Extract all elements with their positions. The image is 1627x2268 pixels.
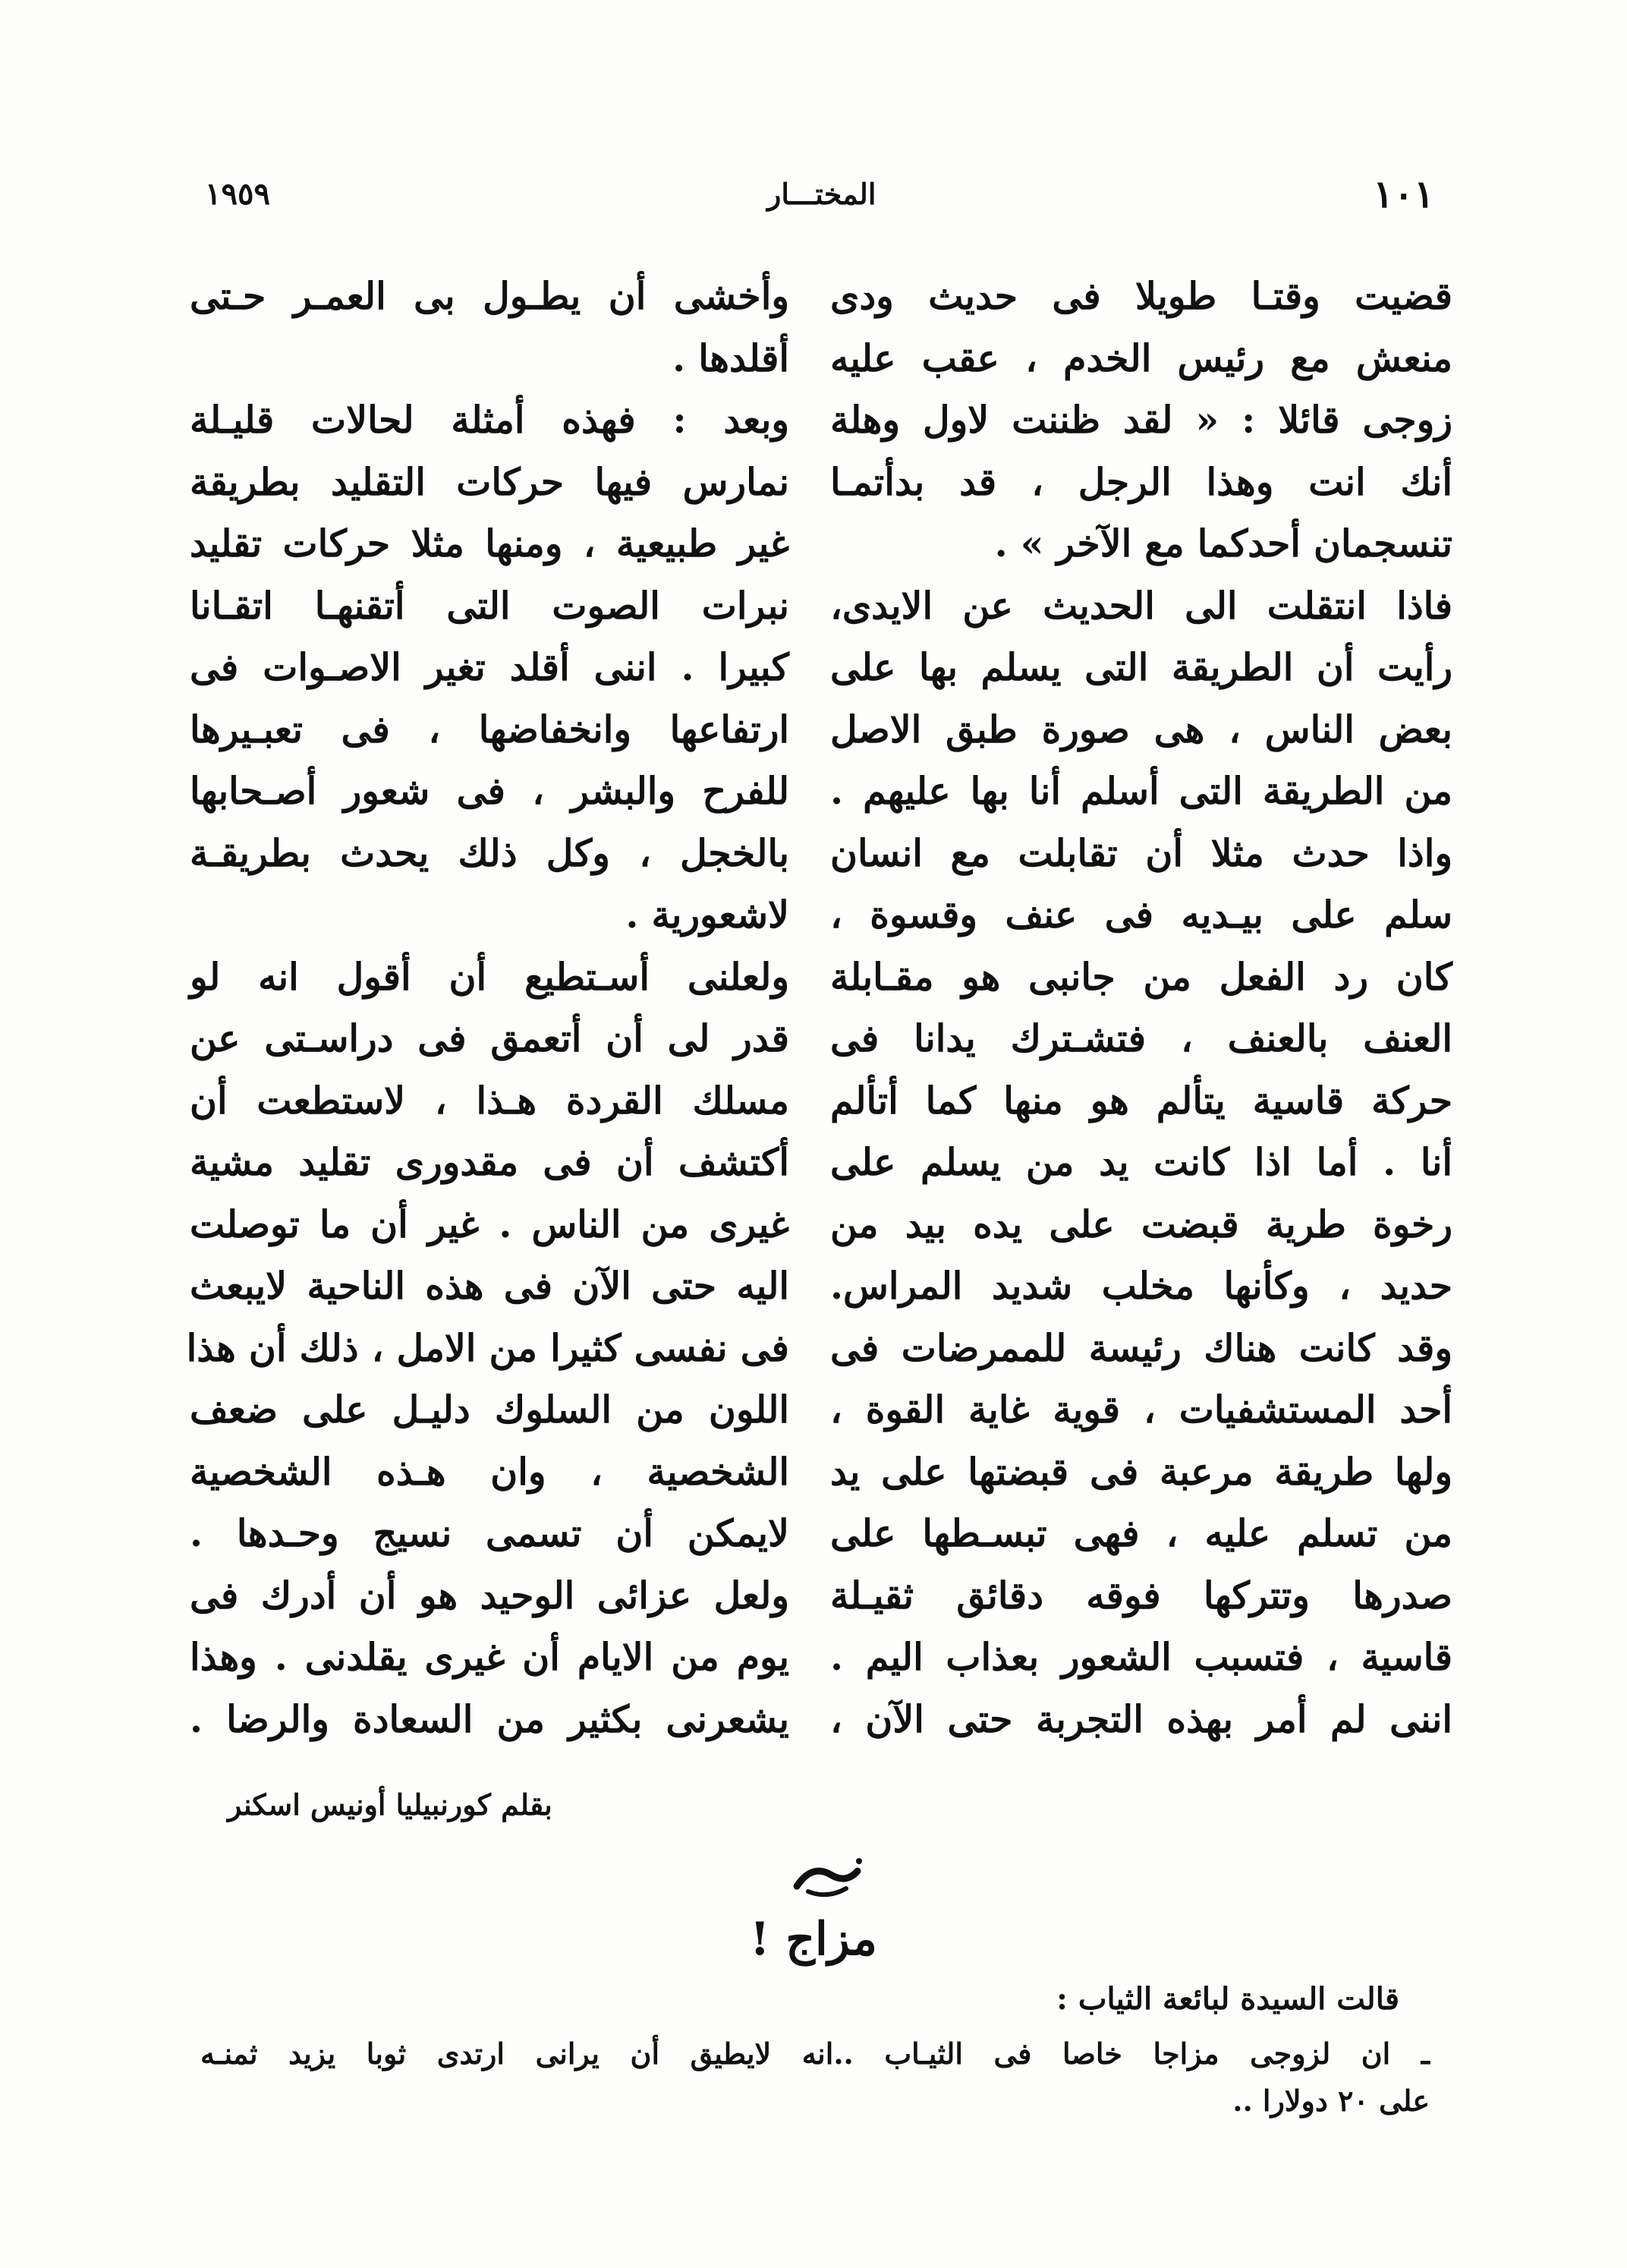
joke-text [200, 2030, 1430, 2125]
text-line: من الطريقة التى أسلم أنا بها عليهم . [830, 769, 1452, 813]
article-column-right [830, 266, 1452, 1750]
text-line: وقد كانت هناك رئيسة للممرضات فى [830, 1325, 1452, 1370]
text-line: كبيرا . اننى أقلد تغير الاصـوات فى [190, 645, 789, 689]
text-line: رخوة طرية قبضت على يده بيد من [830, 1202, 1452, 1246]
text-line: الشخصية ، وان هـذه الشخصية [190, 1449, 789, 1494]
text-line: يوم من الايام أن غيرى يقلدنى . وهذا [190, 1635, 789, 1679]
text-line: ارتفاعها وانخفاضها ، فى تعبـيرها [190, 707, 789, 751]
text-line: ولعل عزائى الوحيد هو أن أدرك فى [190, 1573, 789, 1618]
text-line: رأيت أن الطريقة التى يسلم بها على [830, 645, 1452, 689]
text-line: واذا حدث مثلا أن تقابلت مع انسان [830, 830, 1452, 875]
text-line: أحد المستشفيات ، قوية غاية القوة ، [830, 1388, 1452, 1432]
text-line: قضيت وقتـا طويلا فى حديث ودى [830, 274, 1452, 318]
year: ١٩٥٩ [205, 175, 270, 212]
text-line: منعش مع رئيس الخدم ، عقب عليه [830, 335, 1452, 380]
text-line: تنسجمان أحدكما مع الآخر » . [994, 521, 1452, 565]
text-line: اللون من السلوك دليـل على ضعف [190, 1388, 789, 1432]
text-line: أنا . أما اذا كانت يد من يسلم على [830, 1140, 1452, 1184]
text-line: قدر لى أن أتعمق فى دراسـتى عن [190, 1016, 789, 1060]
text-line: صدرها وتتركها فوقه دقائق ثقيـلة [830, 1573, 1452, 1618]
page-number: ١٠١ [1373, 171, 1434, 216]
text-line: غير طبيعية ، ومنها مثلا حركات تقليد [190, 521, 789, 565]
text-line: وأخشى أن يطـول بى العمـر حـتى [190, 274, 789, 318]
text-line: وبعد : فهذه أمثلة لحالات قليـلة [190, 398, 789, 442]
text-line: قاسية ، فتسبب الشعور بعذاب اليم . [830, 1635, 1452, 1679]
page-header [205, 167, 1434, 220]
text-line: لاشعورية . [625, 893, 789, 937]
joke-speaker: قالت السيدة لبائعة الثياب : [1056, 1981, 1399, 2017]
text-line: كان رد الفعل من جانبى هو مقـابلة [830, 954, 1452, 999]
text-line: اليه حتى الآن فى هذه الناحية لايبعث [190, 1264, 789, 1308]
text-line: على ٢٠ دولارا .. [1232, 2084, 1430, 2118]
article-column-left [186, 266, 789, 1750]
section-divider-ornament [785, 1852, 869, 1905]
journal-title: المختـــار [766, 176, 876, 211]
text-line: فى نفسى كثيرا من الامل ، ذلك أن هذا [186, 1325, 789, 1370]
text-line: ولها طريقة مرعبة فى قبضتها على يد [830, 1449, 1452, 1494]
author-signature: بقلم كورنبيليا أونيس اسكنر [228, 1788, 552, 1822]
text-line: يشعرنى بكثير من السعادة والرضا . [190, 1696, 789, 1741]
text-line: حديد ، وكأنها مخلب شديد المراس. [830, 1264, 1452, 1308]
text-line: فاذا انتقلت الى الحديث عن الايدى، [830, 583, 1452, 628]
text-line: نبرات الصوت التى أتقنهـا اتقـانا [190, 583, 789, 628]
joke-title: مزاج ! [750, 1913, 877, 1966]
text-line: العنف بالعنف ، فتشـترك يدانا فى [830, 1016, 1452, 1060]
text-line: اننى لم أمر بهذه التجربة حتى الآن ، [830, 1696, 1452, 1741]
text-line: حركة قاسية يتألم هو منها كما أتألم [830, 1078, 1452, 1123]
text-line: بالخجل ، وكل ذلك يحدث بطريقـة [190, 830, 789, 875]
text-line: غيرى من الناس . غير أن ما توصلت [190, 1202, 789, 1246]
text-line: بعض الناس ، هى صورة طبق الاصل [830, 707, 1452, 751]
text-line: أنك انت وهذا الرجل ، قد بدأتمـا [830, 459, 1452, 504]
text-line: أكتشف أن فى مقدورى تقليد مشية [190, 1140, 789, 1184]
text-line: سلم على بيـديه فى عنف وقسوة ، [830, 893, 1452, 937]
text-line: مسلك القردة هـذا ، لاستطعت أن [190, 1078, 789, 1123]
text-line: من تسلم عليه ، فهى تبسـطها على [830, 1511, 1452, 1555]
text-line: ـ ان لزوجى مزاجا خاصا فى الثيـاب ..انه لايطيق أن يرانى ارتدى ثوبا يزيد ثمنـه [200, 2036, 1430, 2071]
text-line: زوجى قائلا : « لقد ظننت لاول وهلة [830, 398, 1452, 442]
text-line: للفرح والبشر ، فى شعور أصـحابها [190, 769, 789, 813]
text-line: أقلدها . [672, 335, 789, 380]
text-line: نمارس فيها حركات التقليد بطريقة [190, 459, 789, 504]
text-line: ولعلنى أسـتطيع أن أقول انه لو [190, 954, 789, 999]
text-line: لايمكن أن تسمى نسيج وحـدها . [190, 1511, 789, 1555]
